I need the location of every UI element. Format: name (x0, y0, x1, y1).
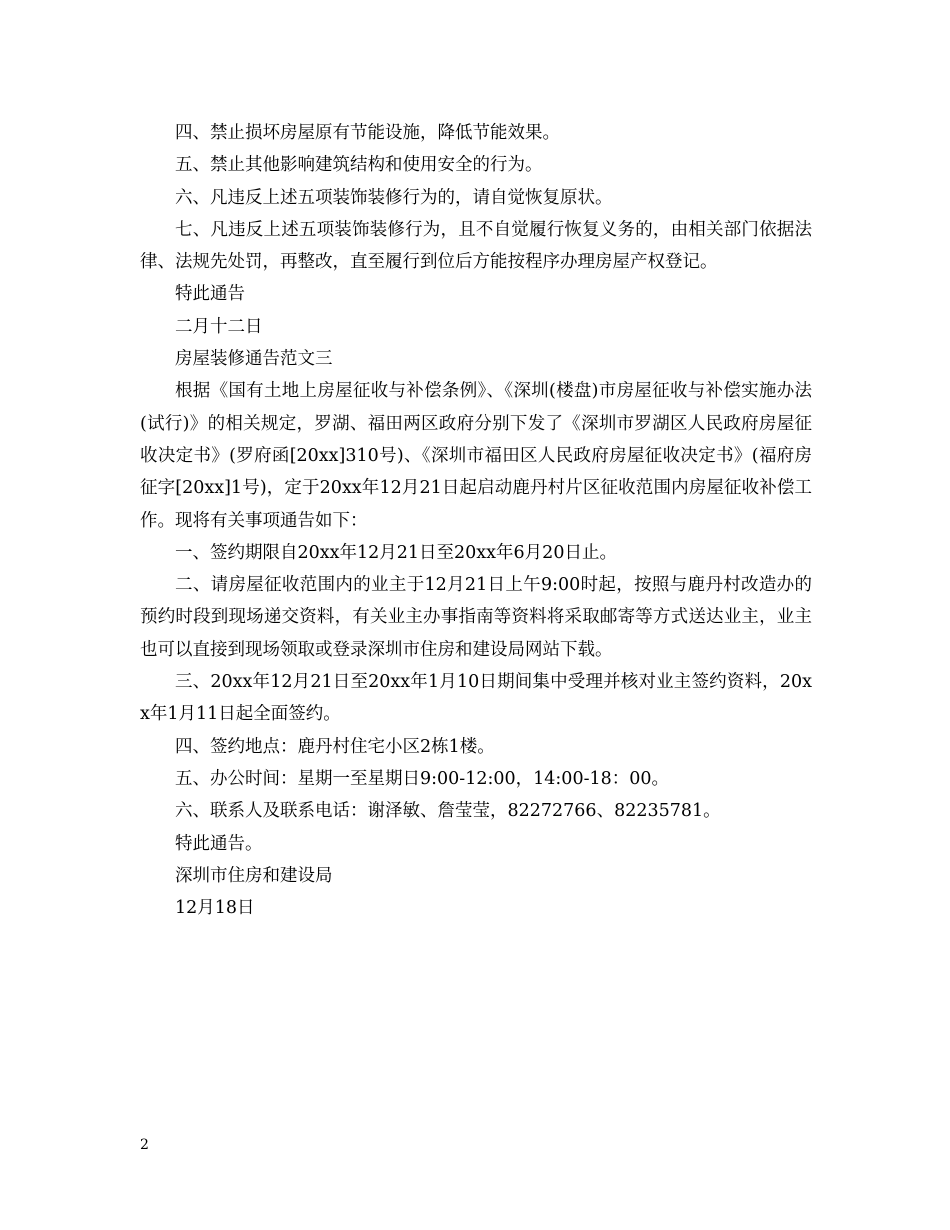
paragraph-notice-closing: 特此通告 (175, 284, 245, 305)
section-title: 房屋装修通告范文三 (175, 349, 333, 370)
paragraph-notice-closing-2: 特此通告。 (175, 833, 263, 854)
paragraph-issuer: 深圳市住房和建设局 (175, 865, 333, 886)
paragraph-prohibit-structural-impact: 五、禁止其他影响建筑结构和使用安全的行为。 (175, 155, 543, 176)
paragraph-contact: 六、联系人及联系电话：谢泽敏、詹莹莹，82272766、82235781。 (175, 801, 721, 822)
page-number: 2 (140, 1137, 149, 1153)
paragraph-penalty: 七、凡违反上述五项装饰装修行为，且不自觉履行恢复义务的，由相关部门依据法律、法规先处罚，再整改，直至履行到位后方能按程序办理房屋产权登记。 (140, 219, 812, 273)
paragraph-prohibit-energy-damage: 四、禁止损坏房屋原有节能设施，降低节能效果。 (175, 123, 560, 143)
paragraph-intro: 根据《国有土地上房屋征收与补偿条例》、《深圳(楼盘)市房屋征收与补偿实施办法(试行)》的相关规定，罗湖、福田两区政府分别下发了《深圳市罗湖区人民政府房屋征收决定书》(罗府函[20xx]310号)、《深圳市福田区人民政府房屋征收决定书》(福府房征字[20xx]1号)，定于20xx年12月21日起启动鹿丹村片区征收范围内房屋征收补偿工作。现将有关事项通告如下： (140, 381, 812, 531)
paragraph-office-hours: 五、办公时间：星期一至星期日9:00-12:00，14:00-18：00。 (175, 768, 670, 789)
paragraph-review-period: 三、20xx年12月21日至20xx年1月10日期间集中受理并核对业主签约资料，20xx年1月11日起全面签约。 (140, 672, 812, 725)
paragraph-issue-date: 12月18日 (175, 898, 255, 919)
paragraph-submit-documents: 二、请房屋征收范围内的业主于12月21日上午9:00时起，按照与鹿丹村改造办的预约时段到现场递交资料，有关业主办事指南等资料将采取邮寄等方式送达业主，业主也可以直接到现场领取或登录深圳市住房和建设局网站下载。 (140, 575, 812, 660)
paragraph-date: 二月十二日 (175, 316, 263, 337)
document-body (140, 117, 812, 924)
paragraph-signing-period: 一、签约期限自20xx年12月21日至20xx年6月20日止。 (175, 542, 617, 563)
paragraph-signing-location: 四、签约地点：鹿丹村住宅小区2栋1楼。 (175, 736, 495, 757)
paragraph-restore-original: 六、凡违反上述五项装饰装修行为的，请自觉恢复原状。 (175, 187, 613, 208)
